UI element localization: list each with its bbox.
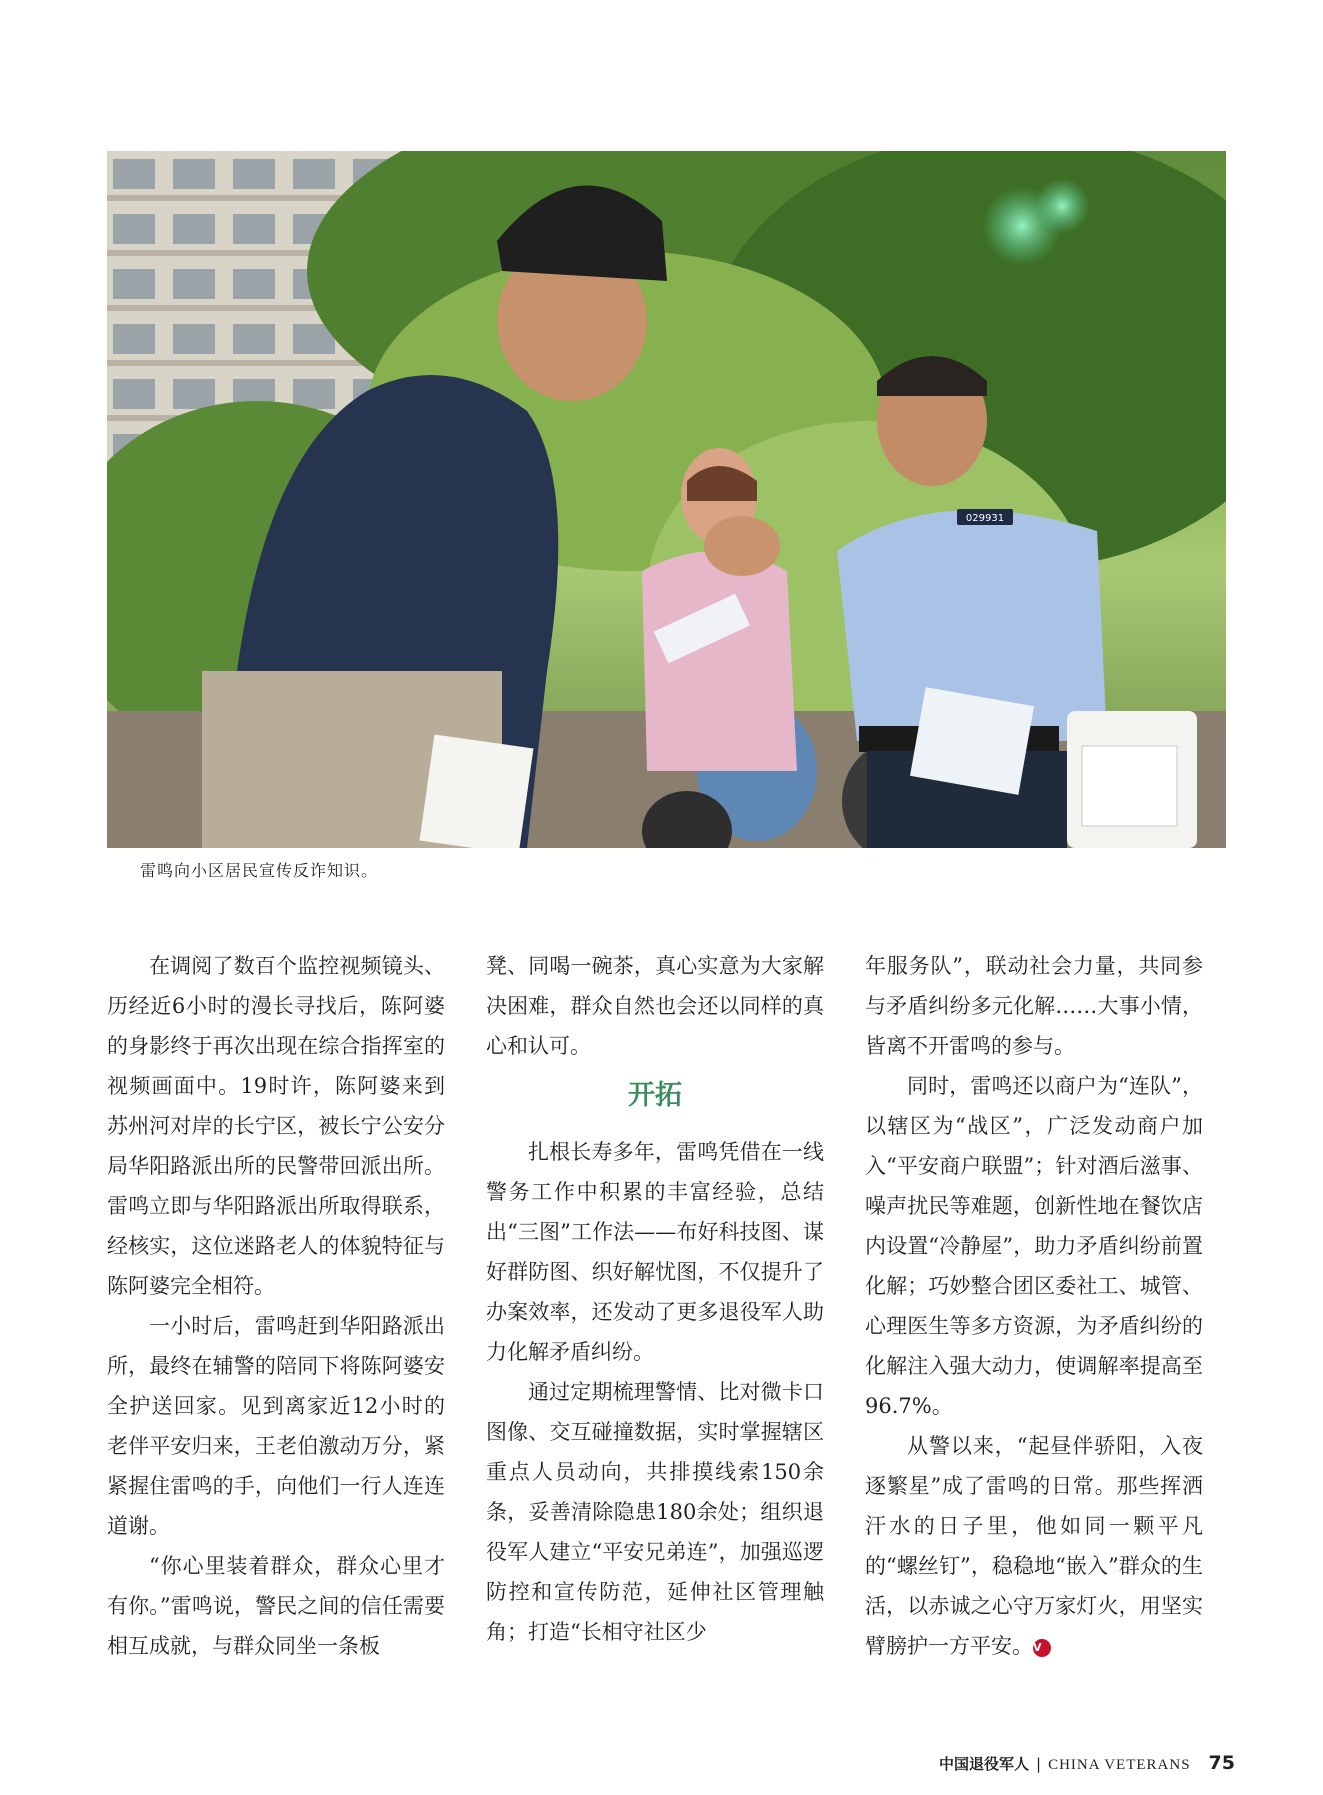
police-badge-number: 029931 (965, 513, 1005, 524)
magazine-name-cn: 中国退役军人 (938, 1755, 1029, 1773)
paragraph-text: 从警以来，“起昼伴骄阳，入夜逐繁星”成了雷鸣的日常。那些挥洒汗水的日子里，他如同一颗平凡的“螺丝钉”，稳稳地“嵌入”群众的生活，以赤诚之心守万家灯火，用坚实臂膀护一方平安。 (865, 1434, 1203, 1658)
paragraph (865, 1426, 1203, 1666)
photo-illustration (107, 151, 1226, 848)
paragraph: 一小时后，雷鸣赶到华阳路派出所，最终在辅警的陪同下将陈阿婆安全护送回家。见到离家近12小时的老伴平安归来，王老伯激动万分，紧紧握住雷鸣的手，向他们一行人连连道谢。 (107, 1314, 445, 1538)
text-column-3 (865, 946, 1203, 1666)
paragraph: “你心里装着群众，群众心里才有你。”雷鸣说，警民之间的信任需要相互成就，与群众同坐一条板 (107, 1554, 445, 1658)
text-column-2 (486, 946, 824, 1652)
end-mark-icon: V (1033, 1639, 1051, 1657)
photo-caption: 雷鸣向小区居民宣传反诈知识。 (140, 861, 379, 880)
paragraph-continuation: 年服务队”，联动社会力量，共同参与矛盾纠纷多元化解……大事小情，皆离不开雷鸣的参与。 (865, 954, 1203, 1058)
paragraph: 同时，雷鸣还以商户为“连队”，以辖区为“战区”，广泛发动商户加入“平安商户联盟”；针对酒后滋事、噪声扰民等难题，创新性地在餐饮店内设置“冷静屋”，助力矛盾纠纷前置化解；巧妙整合团区委社工、城管、心理医生等多方资源，为矛盾纠纷的化解注入强大动力，使调解率提高至96.7%。 (865, 1074, 1203, 1418)
footer-separator: | (1036, 1755, 1042, 1773)
paragraph-continuation: 凳、同喝一碗茶，真心实意为大家解决困难，群众自然也会还以同样的真心和认可。 (486, 954, 824, 1058)
paragraph: 扎根长寿多年，雷鸣凭借在一线警务工作中积累的丰富经验，总结出“三图”工作法——布好科技图、谋好群防图、织好解忧图，不仅提升了办案效率，还发动了更多退役军人助力化解矛盾纠纷。 (486, 1140, 824, 1364)
page-footer (939, 1752, 1235, 1774)
section-title: 开拓 (628, 1080, 682, 1111)
paragraph: 在调阅了数百个监控视频镜头、历经近6小时的漫长寻找后，陈阿婆的身影终于再次出现在综合指挥室的视频画面中。19时许，陈阿婆来到苏州河对岸的长宁区，被长宁公安分局华阳路派出所的民警带回派出所。雷鸣立即与华阳路派出所取得联系，经核实，这位迷路老人的体貌特征与陈阿婆完全相符。 (107, 954, 445, 1298)
paragraph: 通过定期梳理警情、比对微卡口图像、交互碰撞数据，实时掌握辖区重点人员动向，共排摸线索150余条，妥善清除隐患180余处；组织退役军人建立“平安兄弟连”，加强巡逻防控和宣传防范，延伸社区管理触角；打造“长相守社区少 (486, 1380, 824, 1644)
text-column-1 (107, 946, 445, 1666)
magazine-name-en: CHINA VETERANS (1048, 1757, 1191, 1773)
article-photo (107, 151, 1226, 848)
page-number: 75 (1208, 1752, 1235, 1774)
